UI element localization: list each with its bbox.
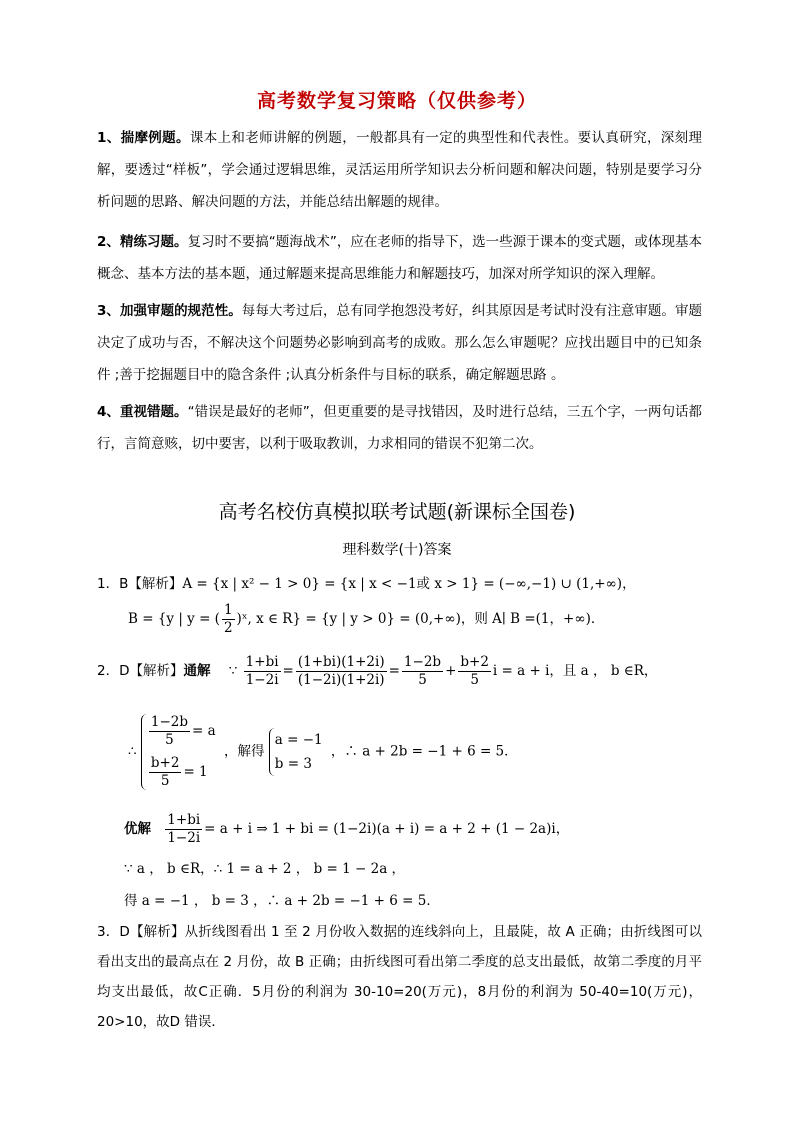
- q2-eq2: =: [388, 663, 400, 679]
- q2-system-line: [128, 714, 518, 790]
- q2-f2-den: (1−2i)(1+2i): [297, 672, 385, 688]
- strategy-4-body: “错误是最好的老师”，但更重要的是寻找错因，及时进行总结，三五个字，一两句话都行，言简意赅，切中要害，以利于吸取教训，力求相同的错误不犯第二次。: [97, 404, 702, 452]
- q2-system-left: [141, 714, 216, 790]
- q2-because: ∵: [228, 663, 238, 679]
- q2-sys1-num: 1−2b: [150, 714, 189, 730]
- q1-fraction: [222, 602, 235, 637]
- strategy-3-body: 每每大考过后，总有同学抱怨没考好，纠其原因是考试时没有注意审题。审题决定了成功与否，不解决这个问题势必影响到高考的成败。那么怎么审题呢？应找出题目中的已知条件 ;善于挖掘题目中的隐含条件 ;认真分析条件与目标的联系，确定解题思路 。: [97, 303, 702, 383]
- strategy-2-body: 复习时不要搞“题海战术”，应在老师的指导下，选一些源于课本的变式题，或体现基本概念、基本方法的基本题，通过解题来提高思维能力和解题技巧，加深对所学知识的深入理解。: [97, 234, 702, 282]
- strategy-1: [97, 122, 702, 218]
- q2-tail1: i = a + i，且 a ， b ∈R，: [492, 663, 658, 679]
- q1-set-b-start: B = {y | y = (: [128, 611, 220, 627]
- q2-line-c: 得 a = −1 ， b = 3 ，∴ a + 2b = −1 + 6 = 5．: [124, 893, 440, 909]
- q2-f4-den: 5: [470, 672, 479, 688]
- q2-result: ，∴ a + 2b = −1 + 6 = 5．: [330, 743, 518, 760]
- q2-f1-num: 1+bi: [245, 654, 279, 670]
- q2-method2: 优解: [124, 821, 151, 837]
- q2-opt-tail: = a + i ⇒ 1 + bi = (1−2i)(a + i) = a + 2 + (1 − 2a)i，: [204, 821, 570, 837]
- q2-frac2: [296, 654, 387, 689]
- q2-solve-text: ，解得: [223, 743, 265, 760]
- q2-line1: [97, 654, 657, 689]
- q2-f1-den: 1−2i: [245, 672, 279, 688]
- q2-sys2-num: b+2: [150, 755, 180, 771]
- q1-line2: [128, 602, 604, 637]
- q2-f2-num: (1+bi)(1+2i): [297, 654, 385, 670]
- q2-eq1: =: [282, 663, 294, 679]
- q3-answer: 3．D【解析】从折线图看出 1 至 2 月份收入数据的连线斜向上，且最陡，故 A 正确；由折线图可以看出支出的最高点在 2 月份，故 B 正确；由折线图可看出第二季度的总支出最低，故第二季度的月平均支出最低，故C正确．5月份的利润为 30-10=20(万元)，8月份的利润为 50-40=10(万元)，20>10，故D 错误．: [97, 924, 702, 1030]
- q2-opt-frac: [165, 812, 202, 847]
- strategy-1-head: 1、揣摩例题。: [97, 130, 190, 146]
- q2-plus: +: [445, 663, 457, 679]
- q1-frac-num: 1: [223, 602, 233, 618]
- q2-method1: 通解: [183, 663, 211, 679]
- q2-sys1-rhs: = a: [192, 723, 216, 739]
- q2-frac3: [402, 654, 443, 689]
- q1-set-b-end: )ˣ, x ∈ R} = {y | y > 0} = (0,+∞)，则 A∣ B =(1，+∞)．: [236, 611, 605, 627]
- page-title: 高考数学复习策略（仅供参考）: [256, 90, 537, 112]
- q2-system-right: [269, 728, 323, 776]
- q2-f3-den: 5: [418, 672, 427, 688]
- strategy-3-head: 3、加强审题的规范性。: [97, 303, 242, 319]
- q1-frac-den: 2: [223, 620, 233, 636]
- q2-label: 2．D【解析】: [97, 663, 184, 679]
- strategy-2-head: 2、精练习题。: [97, 234, 188, 250]
- q2-frac1: [244, 654, 281, 689]
- q2-opt-den: 1−2i: [167, 830, 201, 846]
- q1-set-a: A = {x | x² − 1 > 0} = {x | x < −1或 x > 1} = (−∞,−1) ∪ (1,+∞)，: [182, 576, 636, 592]
- q1-label: 1．B【解析】: [97, 576, 183, 592]
- q2-sys1-den: 5: [165, 732, 174, 748]
- q2-therefore: ∴: [128, 743, 137, 760]
- q2-line-b: ∵ a ， b ∈R，∴ 1 = a + 2 ， b = 1 − 2a ，: [124, 861, 406, 877]
- strategy-1-body: 课本上和老师讲解的例题，一般都具有一定的典型性和代表性。要认真研究，深刻理解，要透过“样板”，学会通过逻辑思维，灵活运用所学知识去分析问题和解决问题，特别是要学习分析问题的思路、解决问题的方法，并能总结出解题的规律。: [97, 130, 702, 210]
- q2-opt-num: 1+bi: [167, 812, 201, 828]
- q2-sys2-frac: [149, 755, 182, 790]
- strategy-2: [97, 226, 702, 290]
- q2-sol-row2: b = 3: [274, 756, 312, 772]
- exam-subtitle: 理科数学(十)答案: [342, 542, 452, 558]
- strategy-4: [97, 396, 702, 460]
- q2-f3-num: 1−2b: [403, 654, 442, 670]
- q2-frac4: [458, 654, 491, 689]
- strategy-3: [97, 295, 702, 391]
- q2-sys1-frac: [149, 714, 190, 749]
- strategy-4-head: 4、重视错题。: [97, 404, 188, 420]
- q2-sys-row1: [147, 714, 216, 749]
- q2-sys-row2: [147, 755, 216, 790]
- exam-title: 高考名校仿真模拟联考试题(新课标全国卷): [218, 501, 576, 523]
- q2-sol-row1: a = −1: [274, 732, 323, 748]
- q2-sys2-den: 5: [160, 773, 170, 789]
- q2-f4-num: b+2: [460, 654, 489, 670]
- q1-line1: [97, 572, 636, 592]
- q2-opt-line: [124, 812, 569, 847]
- q2-sys2-rhs: = 1: [183, 764, 208, 780]
